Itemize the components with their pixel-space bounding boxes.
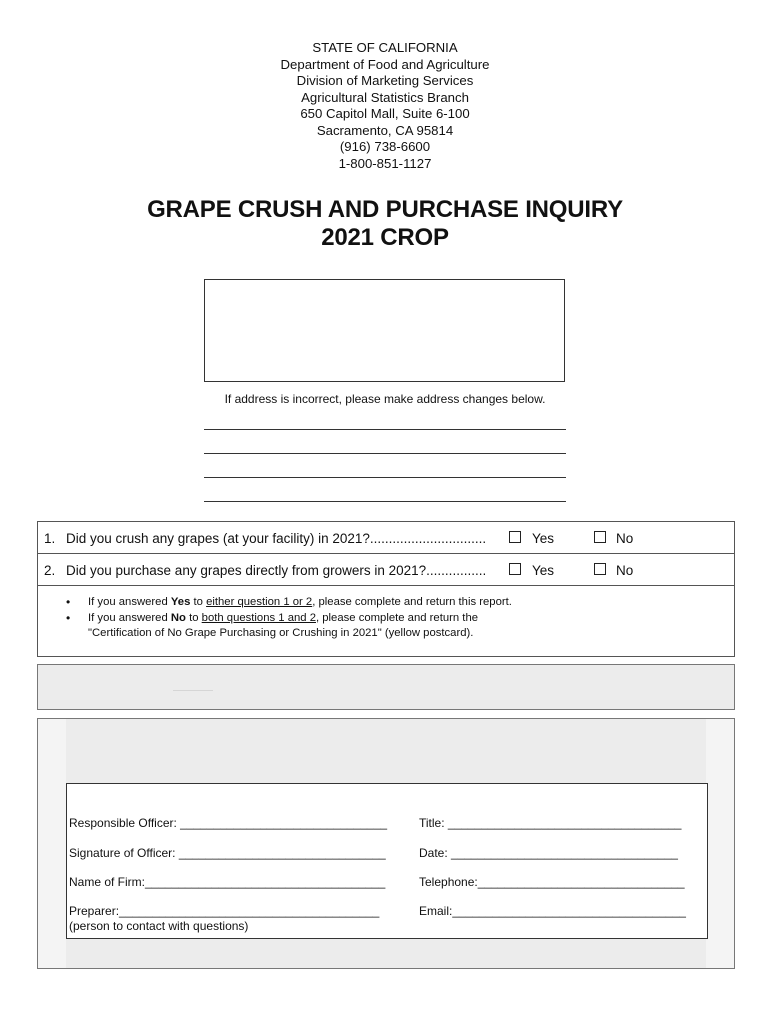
header-state: STATE OF CALIFORNIA — [312, 40, 458, 55]
instruction-text: If you answered — [88, 611, 171, 624]
q1-no-label: No — [616, 531, 634, 546]
question-number: 1. — [44, 531, 56, 546]
instruction-text: "Certification of No Grape Purchasing or Crushing in 2021" (yellow postcard). — [88, 627, 474, 639]
signature-of-officer-field[interactable]: Signature of Officer: _______________________________ — [69, 846, 386, 860]
form-title-year: 2021 CROP — [321, 224, 449, 251]
instruction-bold: No — [170, 611, 186, 624]
instruction-no — [66, 611, 512, 642]
address-change-line-3[interactable] — [204, 477, 566, 478]
date-field[interactable]: Date: __________________________________ — [419, 846, 678, 860]
signature-box — [66, 783, 708, 939]
email-field[interactable]: Email:___________________________________ — [419, 904, 686, 918]
title-field[interactable]: Title: ___________________________________ — [419, 816, 682, 830]
instruction-text: to — [190, 596, 207, 608]
header-branch: Agricultural Statistics Branch — [301, 89, 469, 105]
mailing-address-box — [204, 279, 565, 382]
instruction-text: If you answered — [88, 596, 171, 608]
header-street: 650 Capitol Mall, Suite 6-100 — [300, 106, 470, 121]
faint-mark — [173, 690, 213, 691]
q2-yes-checkbox[interactable] — [509, 563, 521, 575]
telephone-field[interactable]: Telephone:_______________________________ — [419, 875, 685, 889]
address-change-line-4[interactable] — [204, 501, 566, 502]
instruction-underline: both questions 1 and 2 — [201, 611, 316, 624]
q2-no-checkbox[interactable] — [594, 563, 606, 575]
address-change-line-2[interactable] — [204, 453, 566, 454]
form-title — [0, 196, 770, 252]
instruction-text: , please complete and return the — [315, 611, 479, 624]
instruction-bold: Yes — [170, 596, 191, 608]
header-division: Division of Marketing Services — [296, 73, 474, 88]
question-text: Did you purchase any grapes directly from growers in 2021?................ — [66, 563, 487, 578]
q1-no-checkbox[interactable] — [594, 531, 606, 543]
question-row-2 — [38, 554, 734, 585]
row-divider — [38, 585, 734, 586]
instruction-yes — [66, 595, 512, 611]
form-title-main: GRAPE CRUSH AND PURCHASE INQUIRY — [147, 196, 623, 223]
question-text: Did you crush any grapes (at your facility) in 2021?............................... — [66, 531, 487, 546]
instruction-text: to — [185, 611, 202, 624]
preparer-note: (person to contact with questions) — [69, 919, 249, 933]
q1-yes-checkbox[interactable] — [509, 531, 521, 543]
q2-yes-label: Yes — [532, 563, 555, 578]
header-department: Department of Food and Agriculture — [280, 56, 490, 72]
instructions-list — [66, 595, 512, 642]
header-city: Sacramento, CA 95814 — [316, 122, 454, 138]
instruction-underline: either question 1 or 2 — [206, 596, 313, 608]
address-change-line-1[interactable] — [204, 429, 566, 430]
name-of-firm-field[interactable]: Name of Firm:____________________________________ — [69, 875, 386, 889]
panel-right-edge — [706, 719, 734, 968]
header-phone: (916) 738-6600 — [339, 139, 431, 154]
instruction-text: , please complete and return this report. — [312, 596, 512, 608]
question-number: 2. — [44, 563, 56, 578]
q1-yes-label: Yes — [532, 531, 555, 546]
questions-table — [37, 521, 735, 657]
address-change-note: If address is incorrect, please make address changes below. — [224, 392, 546, 406]
q2-no-label: No — [616, 563, 634, 578]
question-row-1 — [38, 522, 734, 553]
header-tollfree: 1-800-851-1127 — [338, 155, 432, 171]
responsible-officer-field[interactable]: Responsible Officer: _______________________________ — [69, 816, 388, 830]
panel-left-edge — [38, 719, 66, 968]
agency-header — [0, 40, 770, 172]
preparer-field[interactable]: Preparer:_______________________________________ — [69, 904, 380, 918]
shaded-banner — [37, 664, 735, 710]
